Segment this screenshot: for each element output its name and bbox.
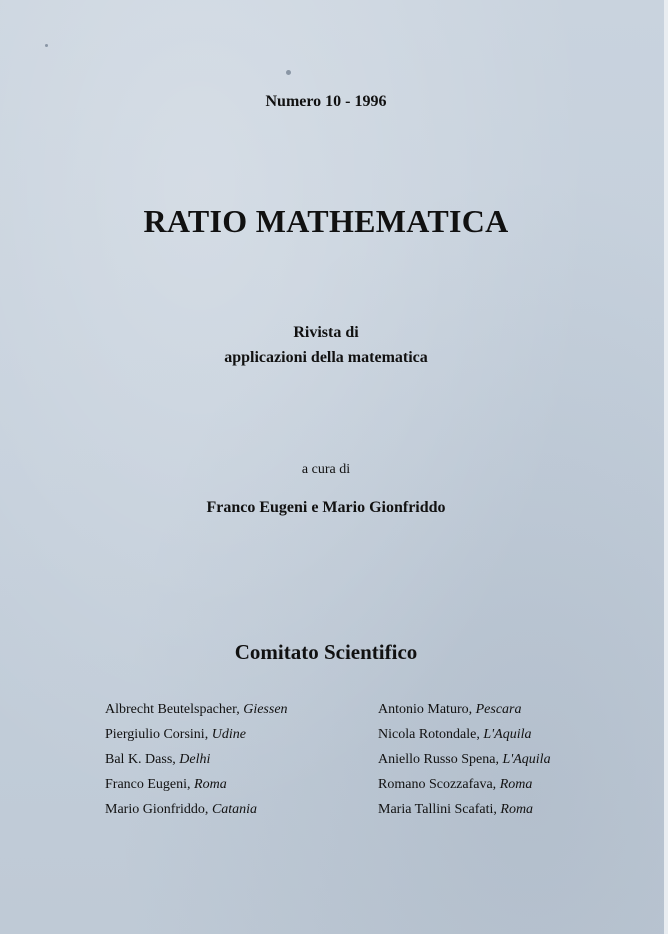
committee-member <box>378 747 551 772</box>
committee-list-right <box>378 697 551 822</box>
member-city: Pescara <box>475 702 522 717</box>
committee-member <box>105 722 288 747</box>
cover-speck <box>286 70 291 75</box>
subtitle-line-1: Rivista di <box>293 324 359 341</box>
member-name: Romano Scozzafava, <box>378 777 497 792</box>
committee-member <box>105 697 288 722</box>
editors: Franco Eugeni e Mario Gionfriddo <box>206 499 446 516</box>
subtitle-line-2: applicazioni della matematica <box>224 349 428 366</box>
member-city: L'Aquila <box>483 727 532 742</box>
member-name: Bal K. Dass, <box>105 752 176 767</box>
issue-number: Numero 10 - 1996 <box>265 93 387 110</box>
committee-member <box>105 797 288 822</box>
committee-member <box>105 747 288 772</box>
member-name: Antonio Maturo, <box>378 702 473 717</box>
member-name: Franco Eugeni, <box>105 777 191 792</box>
member-city: Roma <box>499 777 533 792</box>
member-name: Nicola Rotondale, <box>378 727 480 742</box>
member-city: Delhi <box>179 752 211 767</box>
committee-member <box>378 772 551 797</box>
member-city: Catania <box>211 802 258 817</box>
member-city: Giessen <box>243 702 288 717</box>
member-name: Piergiulio Corsini, <box>105 727 209 742</box>
member-city: L'Aquila <box>502 752 551 767</box>
journal-title: RATIO MATHEMATICA <box>143 203 509 239</box>
member-name: Mario Gionfriddo, <box>105 802 209 817</box>
member-city: Roma <box>194 777 227 792</box>
committee-list-left <box>105 697 288 822</box>
committee-title: Comitato Scientifico <box>234 640 418 664</box>
member-city: Roma <box>500 802 534 817</box>
member-city: Udine <box>211 727 246 742</box>
committee-member <box>378 797 551 822</box>
committee-member <box>105 772 288 797</box>
committee-member <box>378 697 551 722</box>
member-name: Maria Tallini Scafati, <box>378 802 497 817</box>
member-name: Aniello Russo Spena, <box>378 752 499 767</box>
member-name: Albrecht Beutelspacher, <box>105 702 240 717</box>
committee-member <box>378 722 551 747</box>
edited-by-label: a cura di <box>301 462 351 477</box>
cover-speck <box>45 44 48 47</box>
